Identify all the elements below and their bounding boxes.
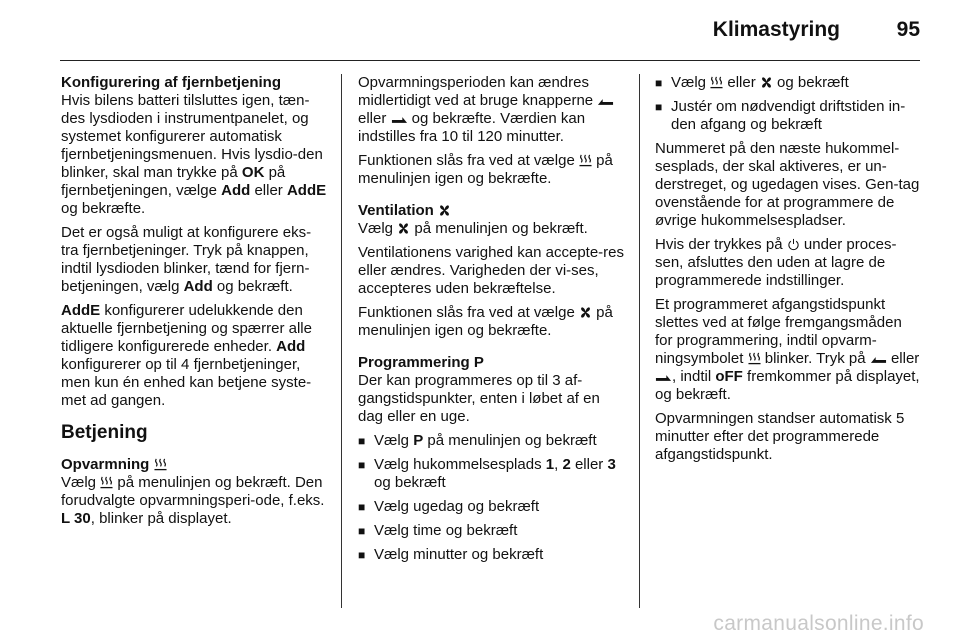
arrow-right-icon	[655, 373, 672, 383]
arrow-right-icon	[391, 115, 408, 125]
arrow-left-icon	[870, 355, 887, 365]
paragraph: Vælg på menulinjen og bekræft. Den forudvalgte opvarmningsperi-ode, f.eks. L 30, blinker på displayet.	[61, 474, 325, 527]
paragraph: Hvis bilens batteri tilsluttes igen, tæn-des lysdioden i instrumentpanelet, og systemet konfigurerer automatisk fjernbetjeningsmenuen. Hvis lysdio-den blinker, skal man trykke på OK på fjernbetjeningen, vælge Add eller AddE og bekræfte.	[61, 92, 327, 217]
list-item: ■ Vælg ugedag og bekræft	[358, 498, 626, 516]
heating-waves-icon	[748, 352, 761, 365]
paragraph: Opvarmningen standser automatisk 5 minutter efter det programmerede afgangstidspunkt.	[655, 410, 905, 463]
section-heading: Konfigurering af fjernbetjening	[61, 74, 281, 91]
fan-icon	[579, 306, 592, 319]
heating-waves-icon	[579, 154, 592, 167]
paragraph: Hvis der trykkes på under proces-sen, afsluttes den uden at lagre de programmerede indstillinger.	[655, 236, 897, 289]
paragraph: Det er også muligt at konfigurere eks-tra fjernbetjeninger. Tryk på knappen, indtil lysdioden blinker, tænd for fjern-betjeningen, vælg Add og bekræft.	[61, 224, 312, 295]
list-item: ■ Vælg minutter og bekræft	[358, 546, 626, 564]
paragraph: Opvarmningsperioden kan ændres midlertidigt ved at bruge knapperne eller og bekræfte. Værdien kan indstilles fra 10 til 120 minutter.	[358, 74, 626, 146]
paragraph: Funktionen slås fra ved at vælge på menulinjen igen og bekræfte.	[358, 304, 613, 339]
list-item: ■ Justér om nødvendigt driftstiden in-den afgang og bekræft	[655, 98, 921, 134]
fan-icon	[760, 76, 773, 89]
heating-waves-icon	[710, 76, 723, 89]
heating-waves-icon	[100, 476, 113, 489]
fan-icon	[438, 204, 451, 217]
paragraph: Funktionen slås fra ved at vælge på menulinjen igen og bekræfte.	[358, 152, 613, 187]
column-3	[655, 74, 921, 470]
subsection-heading: Ventilation	[358, 202, 626, 220]
list-item: ■ Vælg time og bekræft	[358, 522, 626, 540]
list-item: ■ Vælg P på menulinjen og bekræft	[358, 432, 626, 450]
heating-waves-icon	[154, 458, 167, 471]
page-number: 95	[896, 18, 920, 41]
header-divider	[60, 60, 920, 61]
column-divider	[639, 74, 640, 608]
paragraph: Vælg på menulinjen og bekræft.	[358, 220, 588, 237]
arrow-left-icon	[597, 97, 614, 107]
subsection-heading: Programmering P	[358, 354, 484, 371]
section-title: Betjening	[61, 422, 148, 443]
paragraph: Et programmeret afgangstidspunkt slettes ved at følge fremgangsmåden for programmering, indtil opvarm-ningsymbolet blinker. Tryk på eller , indtil oFF fremkommer på displayet, og bekræft.	[655, 296, 920, 403]
column-1	[61, 74, 327, 534]
paragraph: Nummeret på den næste hukommel-sesplads, der skal aktiveres, er un-derstreget, og ugedagen vises. Gen-tag ovenstående for at programmere de øvrige hukommelsespladser.	[655, 140, 920, 229]
page-title: Klimastyring	[712, 18, 840, 41]
list-item: ■ Vælg eller og bekræft	[655, 74, 921, 92]
column-2	[358, 74, 626, 570]
paragraph: AddE konfigurerer udelukkende den aktuelle fjernbetjening og spærrer alle tidligere konfigurerede enheder. Add konfigurerer op til 4 fjernbetjeninger, men kun én enhed kan betjene syste-met ad gangen.	[61, 302, 312, 409]
power-icon	[787, 238, 800, 251]
subsection-heading: Opvarmning	[61, 456, 327, 474]
paragraph: Ventilationens varighed kan accepte-res eller ændres. Varigheden der vi-ses, accepteres uden bekræftelse.	[358, 244, 625, 297]
list-item: ■ Vælg hukommelsesplads 1, 2 eller 3 og bekræft	[358, 456, 626, 492]
fan-icon	[397, 222, 410, 235]
column-divider	[341, 74, 342, 608]
watermark: carmanualsonline.info	[713, 612, 924, 635]
paragraph: Der kan programmeres op til 3 af-gangstidspunkter, enten i løbet af en dag eller en uge.	[358, 372, 600, 425]
